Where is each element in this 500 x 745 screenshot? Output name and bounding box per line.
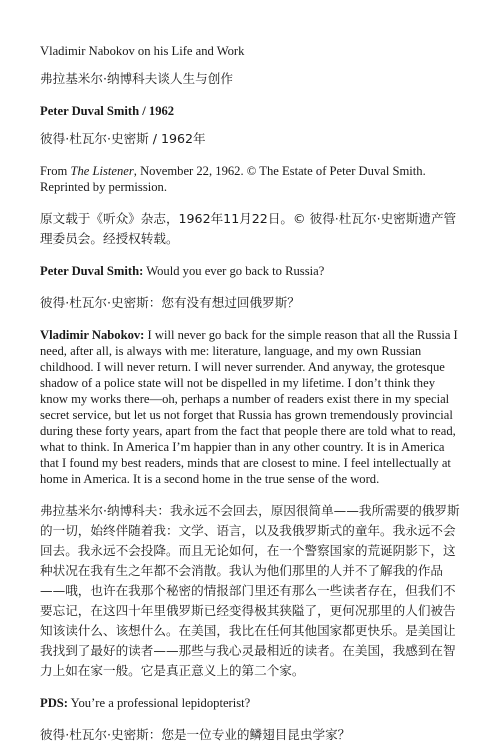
- question-english-1: [40, 263, 460, 279]
- speech-text: You’re a professional lepidopterist?: [68, 696, 251, 710]
- speech-text: Would you ever go back to Russia?: [143, 264, 325, 278]
- speech-text: I will never go back for the simple reason that all the Russia I need, after all, is always with me: literature, language, and my own Russian childhood. I will never return. I will never surrender. And anyway, the grotesque shadow of a police state will not be dispelled in my lifetime. I don’t think they know my works there—oh, perhaps a number of readers exist there in my special secret service, but let us not forget that Russia has grown tremendously provincial during these forty years, apart from the fact that people there are told what to read, what to think. In America I’m happier than in any other country. It is in America that I found my best readers, minds that are closest to mine. I feel intellectually at home in America. It is a second home in the true sense of the word.: [40, 328, 458, 486]
- byline-english: Peter Duval Smith / 1962: [40, 104, 175, 118]
- publication-name: The Listener: [70, 164, 134, 178]
- byline-chinese: 彼得·杜瓦尔·史密斯 / 1962年: [40, 131, 206, 146]
- question-english-2: [40, 695, 460, 711]
- speaker-label: PDS:: [40, 696, 68, 710]
- source-note-chinese: 原文载于《听众》杂志，1962年11月22日。© 彼得·杜瓦尔·史密斯遗产管理委员会。经授权转载。: [40, 211, 457, 246]
- source-prefix: From: [40, 164, 71, 178]
- title-english: Vladimir Nabokov on his Life and Work: [40, 44, 245, 58]
- question-chinese-1: 彼得·杜瓦尔·史密斯：您有没有想过回俄罗斯？: [40, 295, 300, 310]
- answer-english-1: [40, 327, 460, 487]
- source-note-english: [40, 163, 460, 195]
- speaker-label: Vladimir Nabokov:: [40, 328, 145, 342]
- answer-chinese-1: 弗拉基米尔·纳博科夫：我永远不会回去，原因很简单——我所需要的俄罗斯的一切，始终伴随着我：文学、语言，以及我俄罗斯式的童年。我永远不会回去。我永远不会投降。而且无论如何，在一个警察国家的荒诞阴影下，这种状况在我有生之年都不会消散。我认为他们那里的人并不了解我的作品——哦，也许在我那个秘密的情报部门里还有那么一些读者存在，但我们不要忘记，在这四十年里俄罗斯已经变得极其狭隘了，更何况那里的人们被告知该读什么、该想什么。在美国，我比在任何其他国家都更快乐。是美国让我找到了最好的读者——那些与我心灵最相近的读者。在美国，我感到在智力上如在家一般。它是真正意义上的第二个家。: [40, 503, 460, 678]
- speaker-label: Peter Duval Smith:: [40, 264, 144, 278]
- title-chinese: 弗拉基米尔·纳博科夫谈人生与创作: [40, 71, 233, 86]
- source-suffix: , November 22, 1962. © The Estate of Peter Duval Smith. Reprinted by permission.: [40, 164, 426, 194]
- question-chinese-2: 彼得·杜瓦尔·史密斯：您是一位专业的鳞翅目昆虫学家？: [40, 727, 351, 742]
